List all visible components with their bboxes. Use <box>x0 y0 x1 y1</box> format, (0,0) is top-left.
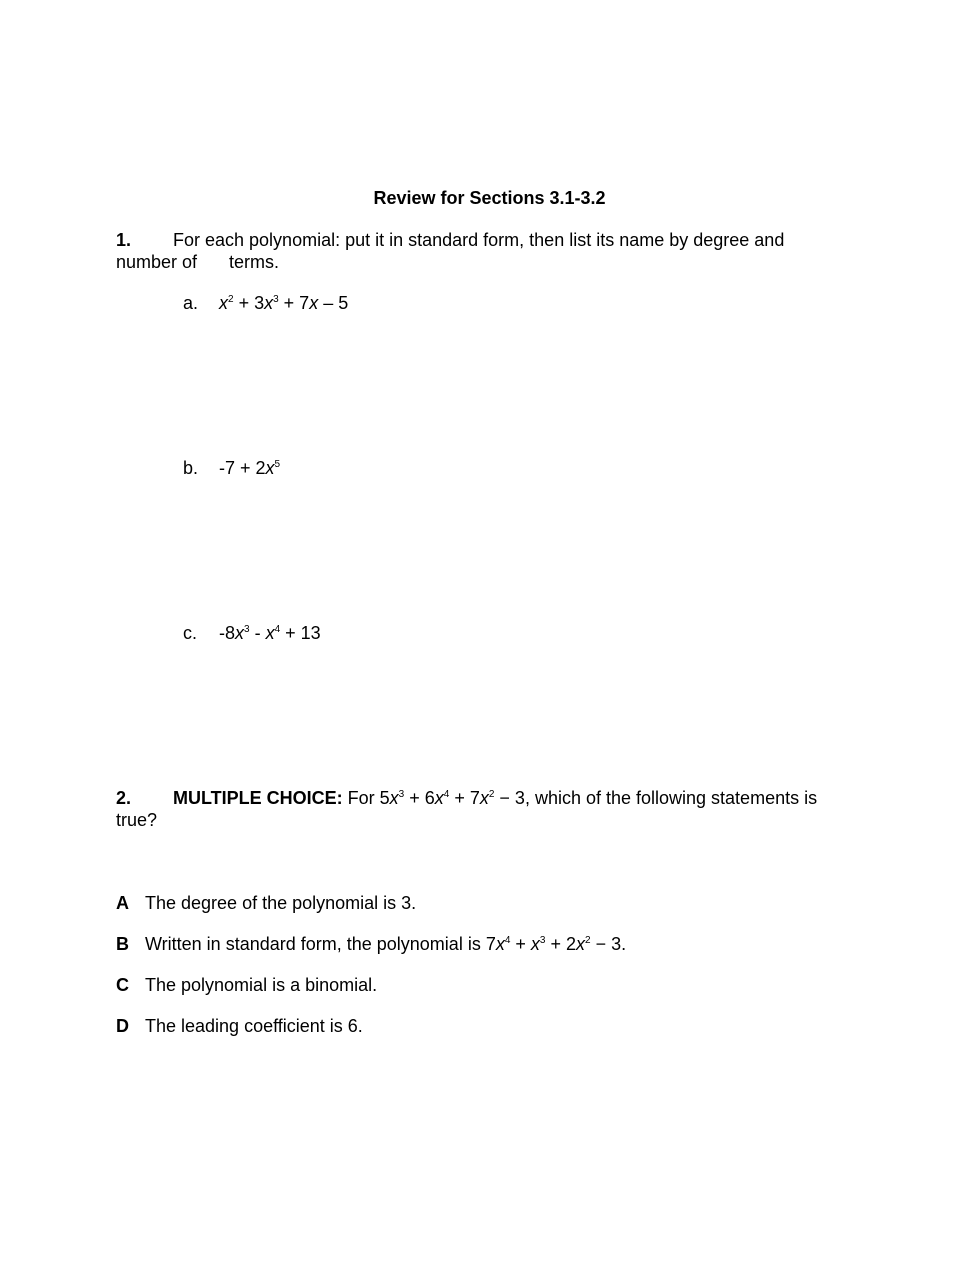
question-2-prompt-line2: true? <box>116 810 158 830</box>
choice-letter: B <box>116 934 129 954</box>
polynomial-item-b <box>183 457 280 479</box>
item-label: a. <box>183 293 199 313</box>
choice-letter: A <box>116 893 129 913</box>
question-type-label: MULTIPLE CHOICE: <box>173 788 343 808</box>
question-1-text-line1: For each polynomial: put it in standard form, then list its name by degree and <box>173 230 785 250</box>
question-2-prompt: 2. MULTIPLE CHOICE: For $5x^3 + 6x^4 + 7x^2 - 3$, which of the following statements is <box>116 788 818 808</box>
choice-text: The polynomial is a binomial. <box>145 975 378 995</box>
choice-letter: C <box>116 975 129 995</box>
choice-c <box>116 974 377 996</box>
choice-text: The leading coefficient is 6. <box>145 1016 363 1036</box>
choice-letter: D <box>116 1016 129 1036</box>
polynomial-item-c <box>183 622 321 644</box>
item-label: c. <box>183 623 198 643</box>
polynomial-expression: $-7 + 2x^5$ <box>219 458 281 478</box>
choice-d <box>116 1015 363 1037</box>
item-label: b. <box>183 458 199 478</box>
polynomial-item-a <box>183 292 348 314</box>
page-title: Review for Sections 3.1-3.2 <box>373 188 606 208</box>
choice-b <box>116 933 626 955</box>
question-number: 2. <box>116 788 132 808</box>
question-1-prompt-line2: number of terms. <box>116 252 280 272</box>
choice-text: Written in standard form, the polynomial is $7x^4 + x^3 + 2x^2 - 3$. <box>145 934 627 954</box>
question-number: 1. <box>116 230 132 250</box>
choice-a <box>116 892 416 914</box>
polynomial-expression: $-8x^3 - x^4 + 13$ <box>219 623 321 643</box>
choice-text: The degree of the polynomial is 3. <box>145 893 417 913</box>
question-1-prompt <box>116 229 866 251</box>
question-2 <box>116 787 876 831</box>
polynomial-expression: $x^2 + 3x^3 + 7x - 5$ <box>219 293 349 313</box>
question-1 <box>116 229 866 273</box>
